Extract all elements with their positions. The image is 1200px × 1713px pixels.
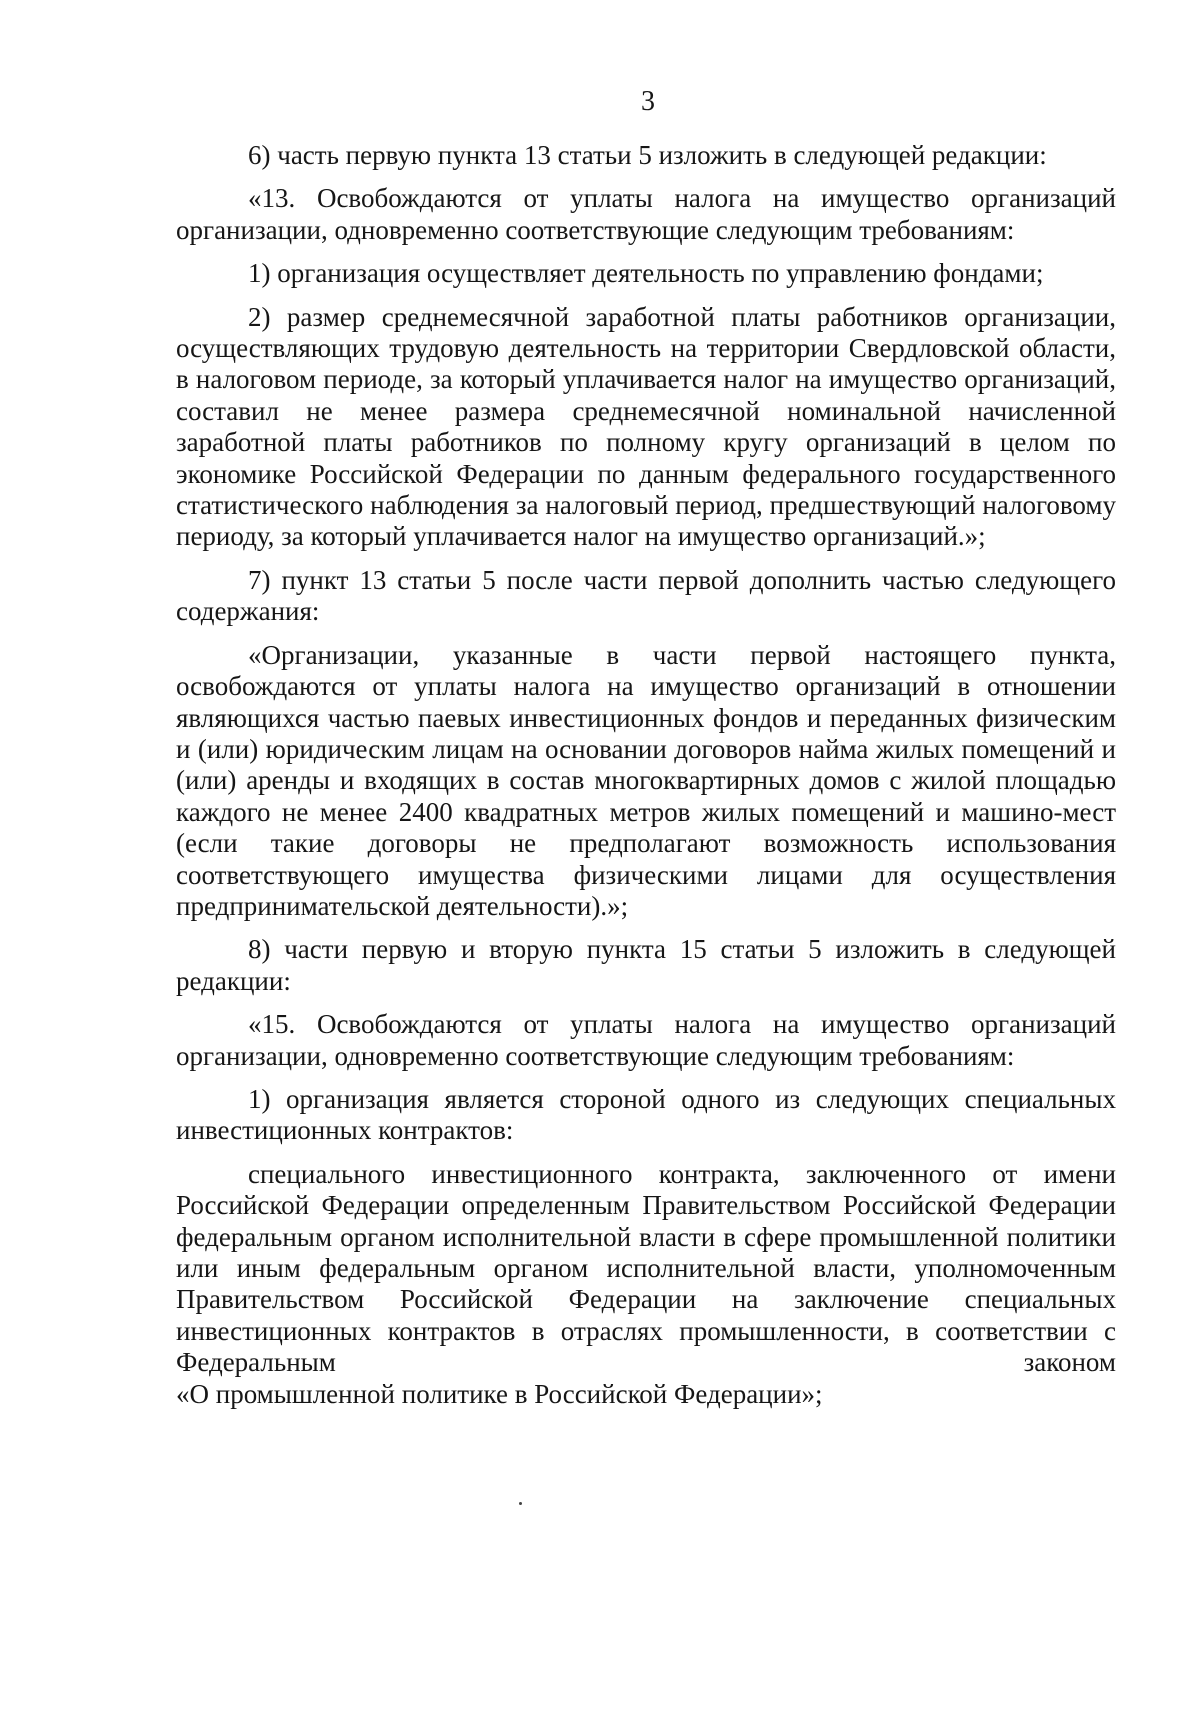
paragraph-organizations-exemption: «Организации, указанные в части первой настоящего пункта, освобождаются от уплаты налога на имущество организаций в отношении являющихся частью паевых инвестиционных фондов и переданных физическим и (или) юридическим лицам на основании договоров найма жилых помещений и (или) аренды и входящих в состав многоквартирных домов с жилой площадью каждого не менее 2400 квадратных метров жилых помещений и машино-мест (если такие договоры не предполагают возможность использования соответствующего имущества физическими лицами для осуществления предпринимательской деятельности).»; [176,639,1116,921]
document-body [176,140,1116,1422]
paragraph-item-8: 8) части первую и вторую пункта 15 статьи 5 изложить в следующей редакции: [176,934,1116,996]
paragraph-clause-13-intro: «13. Освобождаются от уплаты налога на имущество организаций организации, одновременно соответствующие следующим требованиям: [176,183,1116,245]
page-number: 3 [641,86,655,117]
paragraph-law-title: «О промышленной политике в Российской Федерации»; [176,1378,823,1409]
paragraph-requirement-2: 2) размер среднемесячной заработной платы работников организации, осуществляющих трудовую деятельность на территории Свердловской области, в налоговом периоде, за который уплачивается налог на имущество организаций, составил не менее размера среднемесячной номинальной начисленной заработной платы работников по полному кругу организаций в целом по экономике Российской Федерации по данным федерального государственного статистического наблюдения за налоговый период, предшествующий налоговому периоду, за который уплачивается налог на имущество организаций.»; [176,301,1116,552]
paragraph-item-7: 7) пункт 13 статьи 5 после части первой дополнить частью следующего содержания: [176,564,1116,627]
scan-speck [519,1502,522,1505]
paragraph-item-6: 6) часть первую пункта 13 статьи 5 изложить в следующей редакции: [248,140,1047,170]
paragraph-clause-15-intro: «15. Освобождаются от уплаты налога на имущество организаций организации, одновременно соответствующие следующим требованиям: [176,1009,1116,1071]
paragraph-special-contract: специального инвестиционного контракта, заключенного от имени Российской Федерации определенным Правительством Российской Федерации федеральным органом исполнительной власти в сфере промышленной политики или иным федеральным органом исполнительной власти, уполномоченным Правительством Российской Федерации на заключение специальных инвестиционных контрактов в отраслях промышленности, в соответствии с Федеральным законом [176,1158,1116,1378]
paragraph-contract-party: 1) организация является стороной одного из следующих специальных инвестиционных контрактов: [176,1083,1116,1146]
paragraph-requirement-1: 1) организация осуществляет деятельность по управлению фондами; [248,258,1044,289]
